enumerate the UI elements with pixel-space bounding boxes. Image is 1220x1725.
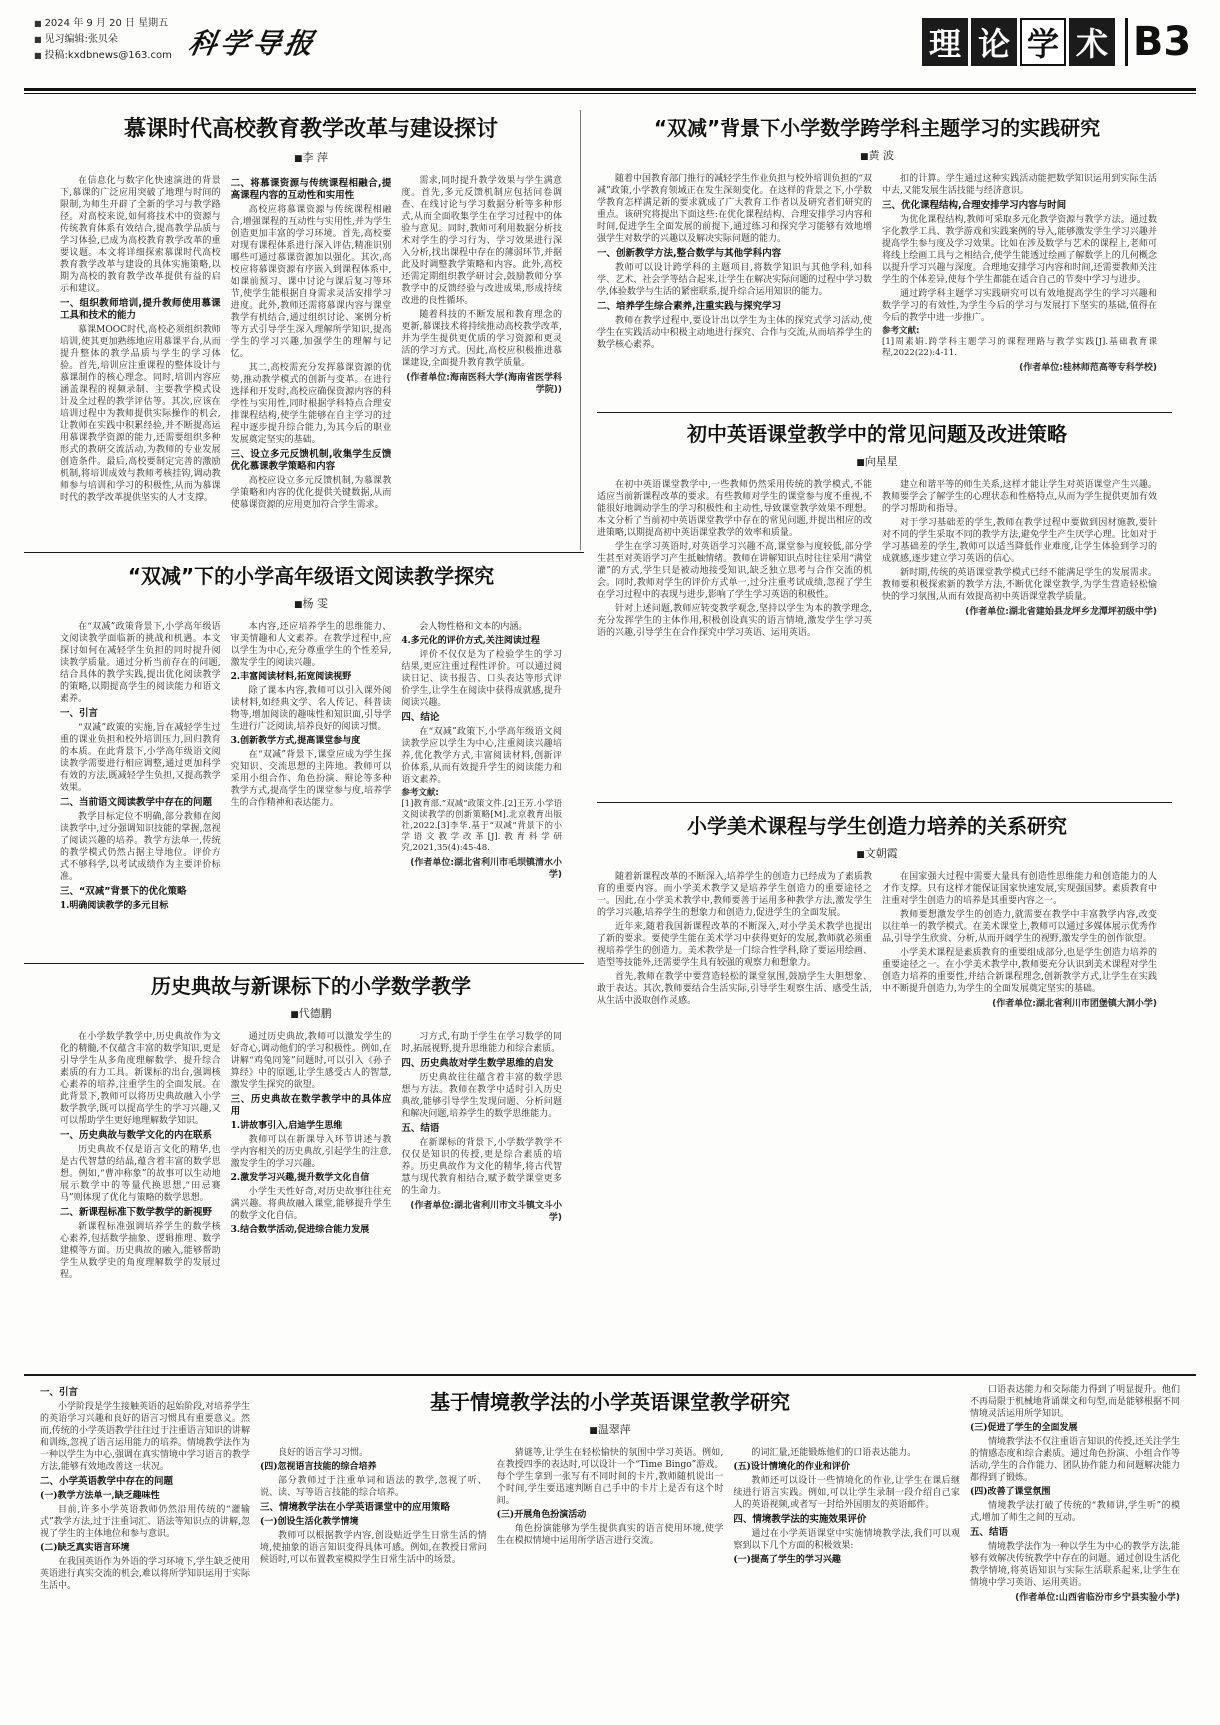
sub-heading: (三)开展角色扮演活动 <box>496 1510 587 1520</box>
paragraph: 随着中国教育部门推行的减轻学生作业负担与校外培训负担的“双减”政策,小学教育领域正在发生深刻变化。在这样的背景之下,小学数学教育怎样满足新的要求就成了广大教育工作者以及研究者们研究的重点。该研究将提出下面这些:在优化课程结构、合理安排学习内容和时间,促进学生全面发展的前提下,通过练习和探究学习能够有效地增强学生对数学的兴趣以及解决实际问题的能力。 <box>597 174 872 244</box>
paragraph: 通过跨学科主题学习实践研究可以有效地提高学生的学习兴趣和数学学习的有效性,为学生今后的学习与发展打下坚实的基础,值得在今后的教学中进一步推广。 <box>882 289 1157 323</box>
paragraph: 良好的语言学习习惯。 <box>278 1448 369 1458</box>
sub-heading: (一)提高了学生的学习兴趣 <box>733 1555 841 1565</box>
article-junior-english <box>597 418 1157 798</box>
article-title: “双减”下的小学高年级语文阅读教学探究 <box>127 564 495 588</box>
paragraph: 小学美术课程是素质教育的重要组成部分,也是学生创造力培养的重要途径之一。在小学美术教学中,教师要充分认识到美术课程对学生创造力培养的重要性,并结合新课程理念,创新教学方式,让学生在实践中不断提升创造力,为学生的全面发展奠定坚实的基础。 <box>882 948 1157 994</box>
issue-date: ■ 2024 年 9 月 20 日 星期五 <box>34 16 172 32</box>
sub-heading: (一)教学方法单一,缺乏趣味性 <box>40 1491 160 1501</box>
paragraph: 口语表达能力和交际能力得到了明显提升。他们不再局限于机械地背诵课文和句型,而是能够根据不同情境灵活运用所学知识。 <box>970 1385 1180 1419</box>
article-chinese-reading <box>60 560 562 960</box>
section-heading: 一、引言 <box>60 708 99 719</box>
paragraph: 教师要想激发学生的创造力,就需要在教学中丰富教学内容,改变以往单一的教学模式。在美术课堂上,教师可以通过多媒体展示优秀作品,引导学生欣赏、分析,从而开阔学生的视野,激发学生的创作欲望。 <box>882 910 1157 944</box>
sub-heading: (五)设计情境化的作业和评价 <box>733 1462 850 1472</box>
masthead <box>24 12 1196 90</box>
paragraph: 新课程标准强调培养学生的数学核心素养,包括数学抽象、逻辑推理、数学建模等方面。历史典故的融入,能够帮助学生从数学史的角度理解数学的发展过程。 <box>60 1222 221 1280</box>
paragraph: 情境教学法不仅注重语言知识的传授,还关注学生的情感态度和综合素质。通过角色扮演、小组合作等活动,学生的合作能力、团队协作能力和问题解决能力都得到了锻炼。 <box>970 1437 1180 1483</box>
article-author: ■ 温翠萍 <box>260 1421 960 1437</box>
paragraph: 对于学习基础差的学生,教师在教学过程中要做到因材施教,要针对不同的学生采取不同的教学方法,避免学生产生厌学心理。比如对于学习基础差的学生,教师可以适当降低作业难度,让学生体验到学习的成就感,逐步建立学习英语的信心。 <box>882 518 1157 564</box>
paragraph: 高校应设立多元反馈机制,为慕课教学策略和内容的优化提供关键数据,从而使慕课资源的应用更加符合学生需求。 <box>230 476 392 510</box>
paragraph: 评价不仅仅是为了检验学生的学习结果,更应注重过程性评价。可以通过阅读日记、读书报告、口头表达等形式评价学生,让学生在阅读中获得成就感,提升阅读兴趣。 <box>401 650 563 708</box>
section-heading: 三、“双减”背景下的优化策略 <box>60 886 187 897</box>
section-char: 术 <box>1069 18 1115 66</box>
article-divider <box>597 802 1172 803</box>
article-author: ■ 杨 雯 <box>60 595 562 611</box>
paragraph: 在小学数学教学中,历史典故作为文化的精髓,不仅蕴含丰富的数学知识,更是引导学生从多角度理解数学、提升综合素质的有力工具。新课标的出台,强调核心素养的培养,注重学生的全面发展。在此背景下,教师可以将历史典故融入小学数学教学,既可以提高学生的学习兴趣,又可以帮助学生更好地理解数学知识。 <box>60 1032 221 1126</box>
paragraph: 近年来,随着我国新课程改革的不断深入,对小学美术教学也提出了新的要求。要使学生能在美术学习中获得更好的发展,教师就必须重视培养学生的创造力。美术教学是一门综合性学科,除了要运用绘画、造型等技能外,还需要学生具有较强的观察力和想象力。 <box>597 922 872 968</box>
page-number: B3 <box>1125 18 1196 66</box>
article-column <box>401 1031 562 1381</box>
author-affiliation: (作者单位:山西省临汾市乡宁县实验小学) <box>1015 1593 1180 1603</box>
sub-heading: 2.激发学习兴趣,提升数学文化自信 <box>230 1173 370 1183</box>
article-column <box>401 175 562 560</box>
paragraph: 慕课MOOC时代,高校必须组织教师培训,使其更加熟练地应用慕课平台,从而提升整体的教学品质与学生的学习体验。首先,培训应注重课程的整体设计与慕课制作的核心理念。同时,培训内容应涵盖课程的视频录制、主要教学模式设计及全过程的教学评估等。其次,应该在培训过程中为教师提供实际操作的机会,让教师在实践中积累经验,并不断提高运用慕课教学资源的能力,还需要组织多种形式的教研交流活动,为教师的专业发展创造条件。最后,高校要制定完善的激励机制,将培训成效与教师考核挂钩,调动教师参与培训和学习的积极性,从而为慕课时代的教学改革提供坚实的人才支撑。 <box>60 325 221 503</box>
paragraph: 在“双减”背景下,课堂应成为学生探究知识、交流思想的主阵地。教师可以采用小组合作、角色扮演、辩论等多种教学方式,提高学生的课堂参与度,培养学生的合作精神和表达能力。 <box>230 750 392 808</box>
paragraph: 在“双减”政策背景下,小学高年级语文阅读教学面临新的挑战和机遇。本文探讨如何在减轻学生负担的同时提升阅读教学质量。通过分析当前存在的问题,结合具体的教学实践,提出优化阅读教学的策略,以期提高学生的阅读能力和语文素养。 <box>60 622 221 704</box>
paragraph: 在我国英语作为外语的学习环境下,学生缺乏使用英语进行真实交流的机会,难以将所学知识运用于实际生活中。 <box>40 1557 250 1591</box>
article-column <box>60 1031 221 1381</box>
paragraph: 会人物性格和文本的内涵。 <box>419 622 528 632</box>
sub-heading: 2.丰富阅读材料,拓宽阅读视野 <box>230 672 352 682</box>
issue-info <box>34 16 172 64</box>
section-heading: 二、小学英语教学中存在的问题 <box>40 1476 174 1487</box>
paragraph: 高校应将慕课资源与传统课程相融合,增强课程的互动性与实用性,并为学生创造更加丰富的学习环境。首先,高校要对现有课程体系进行深入评估,精准识别哪些可通过慕课资源加以强化。其次,高校应将慕课资源有序嵌入到课程体系中,如课前预习、课中讨论与课后复习等环节,使学生能根据自身需求灵活安排学习进度。此外,教师还需将慕课内容与课堂教学有机结合,通过组织讨论、案例分析等方式引导学生深入理解所学知识,提高学生的学习兴趣,加强学生的理解与记忆。 <box>230 205 392 359</box>
section-heading: 三、情境教学法在小学英语课堂中的应用策略 <box>260 1502 451 1513</box>
paragraph: 教师可以在新课导入环节讲述与教学内容相关的历史典故,引起学生的注意,激发学生的学习兴趣。 <box>230 1135 392 1169</box>
paragraph: 随着科技的不断发展和教育理念的更新,慕课技术将持续推动高校教学改革,并为学生提供更优质的学习资源和更灵活的学习方式。因此,高校应积极推进慕课建设,全面提升教育教学质量。 <box>401 310 563 368</box>
section-heading: 二、新课程标准下数学教学的新视野 <box>60 1207 213 1218</box>
section-heading: 三、设立多元反馈机制,收集学生反馈优化慕课教学策略和内容 <box>230 449 392 472</box>
author-affiliation: (作者单位:海南医科大学(海南省医学科学院)) <box>406 373 563 395</box>
paragraph: 教师在教学过程中,要设计出以学生为主体的探究式学习活动,使学生在实践活动中积极主动地进行探究、合作与交流,从而培养学生的数学核心素养。 <box>597 316 872 350</box>
section-heading: 二、将慕课资源与传统课程相融合,提高课程内容的互动性和实用性 <box>230 178 392 201</box>
article-title: 慕课时代高校教育教学改革与建设探讨 <box>123 117 498 142</box>
paragraph: 首先,教师在教学中要营造轻松的课堂氛围,鼓励学生大胆想象、敢于表达。其次,教师要结合生活实际,引导学生观察生活、感受生活,从生活中汲取创作灵感。 <box>597 972 872 1006</box>
article-mooc <box>60 112 562 552</box>
header-rule <box>24 88 1196 91</box>
paragraph: 在新课标的背景下,小学数学教学不仅仅是知识的传授,更是综合素质的培养。历史典故作为文化的精华,将古代智慧与现代教育相结合,赋予数学课堂更多的生命力。 <box>401 1138 563 1196</box>
paragraph: 教师还可以设计一些情境化的作业,让学生在课后继续进行语言实践。例如,可以让学生录制一段介绍自己家人的英语视频,或者写一封给外国朋友的英语邮件。 <box>733 1476 961 1510</box>
article-math-history <box>60 970 562 1370</box>
paragraph: 通过历史典故,教师可以激发学生的好奇心,调动他们的学习积极性。例如,在讲解“鸡兔同笼”问题时,可以引入《孙子算经》中的原题,让学生感受古人的智慧,激发学生探究的欲望。 <box>230 1032 392 1090</box>
article-column <box>60 175 221 560</box>
header-rule-thin <box>24 93 1196 94</box>
section-heading: 四、结论 <box>401 712 440 723</box>
section-banner <box>922 18 1196 66</box>
sub-heading: 1.明确阅读教学的多元目标 <box>60 901 169 911</box>
article-column <box>231 1031 392 1381</box>
paragraph: 教师可以根据教学内容,创设贴近学生日常生活的情境,使抽象的语言知识变得具体可感。例如,在教授日常问候语时,可以布置教室模拟学生日常生活中的场景。 <box>260 1531 487 1565</box>
paragraph: 通过在小学英语课堂中实施情境教学法,我们可以观察到以下几个方面的积极效果: <box>733 1529 961 1551</box>
section-heading: 二、培养学生综合素养,注重实践与探究学习 <box>597 301 782 312</box>
article-author: ■ 李 萍 <box>60 149 562 165</box>
article-divider <box>597 412 1172 413</box>
article-author: ■ 文朝霞 <box>597 845 1157 861</box>
issue-editor: ■ 见习编辑:张贝朵 <box>34 32 172 48</box>
section-heading: 一、创新教学方法,整合数学与其他学科内容 <box>597 248 782 259</box>
paragraph: 在初中英语课堂教学中,一些教师仍然采用传统的教学模式,不能适应当前新课程改革的要求。有些教师对学生的课堂参与度不重视,不能很好地调动学生的学习积极性和主动性,导致课堂教学效果不理想。本文分析了当前初中英语课堂教学中存在的常见问题,并提出相应的改进策略,以期提高初中英语课堂教学的效率和质量。 <box>597 480 872 538</box>
paragraph: 教师可以设计跨学科的主题项目,将数学知识与其他学科,如科学、艺术、社会学等结合起来,让学生在解决实际问题的过程中学习数学,体验数学与生活的紧密联系,提升综合运用知识的能力。 <box>597 263 872 297</box>
paragraph: 新时期,传统的英语课堂教学模式已经不能满足学生的发展需求。教师要积极探索新的教学方法,不断优化课堂教学,为学生营造轻松愉快的学习氛围,从而有效提高初中英语课堂教学质量。 <box>882 568 1157 602</box>
paragraph: 随着新课程改革的不断深入,培养学生的创造力已经成为了素质教育的重要内容。而小学美术教学又是培养学生创造力的重要途径之一。因此,在小学美术教学中,教师要善于运用多种教学方法,激发学生的学习兴趣,培养学生的想象力和创造力,促进学生的全面发展。 <box>597 872 872 918</box>
article-column <box>260 1447 487 1715</box>
sub-heading: 3.创新教学方式,提高课堂参与度 <box>230 736 361 746</box>
article-title: 历史典故与新课标下的小学数学教学 <box>151 974 471 998</box>
section-heading: 一、组织教师培训,提升教师使用慕课工具和技术的能力 <box>60 298 221 321</box>
paragraph: 其二,高校需充分发挥慕课资源的优势,推动教学模式的创新与变革。在进行选择和开发时,高校应确保资源内容的科学性与实用性,同时根据学科特点合理安排课程结构,使学生能够在自主学习的过程中逐步提升综合能力,为其今后的职业发展奠定坚实的基础。 <box>230 363 392 445</box>
article-title: 初中英语课堂教学中的常见问题及改进策略 <box>687 422 1067 446</box>
article-double-reduction-math <box>597 112 1157 412</box>
paragraph: 本内容,还应培养学生的思维能力、审美情趣和人文素养。在教学过程中,应以学生为中心,充分尊重学生的个性差异,激发学生的阅读兴趣。 <box>230 622 392 668</box>
paragraph: “双减”政策的实施,旨在减轻学生过重的课业负担和校外培训压力,回归教育的本质。在此背景下,小学高年级语文阅读教学需要进行相应调整,通过更加科学有效的方法,既减轻学生负担,又提高教学效果。 <box>60 723 221 793</box>
article-column <box>733 1447 960 1715</box>
sub-heading: (四)忽视语言技能的综合培养 <box>260 1462 377 1472</box>
paragraph: 猜谜等,让学生在轻松愉快的氛围中学习英语。例如,在教授四季的表达时,可以设计一个“Time Bingo”游戏。每个学生拿到一张写有不同时间的卡片,教师随机说出一个时间,学生要迅速判断自己手中的卡片上是否有这个时间。 <box>496 1448 724 1506</box>
section-heading: 一、引言 <box>40 1387 79 1398</box>
author-affiliation: (作者单位:湖北省建始县龙坪乡龙潭坪初级中学) <box>965 607 1157 617</box>
sub-heading: 3.结合数学活动,促进综合能力发展 <box>230 1225 370 1235</box>
section-heading: 五、结语 <box>970 1527 1009 1538</box>
paragraph: 为优化课程结构,教师可采取多元化教学资源与教学方法。通过数字化教学工具、教学游戏和实践案例的导入,能够激发学生学习兴趣并提高学生参与度及学习效果。比如在涉及数学与艺术的课程上,老师可将线上绘画工具与之相结合,使学生能透过绘画了解数学上的几何概念以提升学习兴趣与深度。合理地安排学习内容和时间,还需要教师关注学生的个体差异,使每个学生都能在适合自己的节奏中学习与进步。 <box>882 215 1157 285</box>
article-divider <box>24 1374 1196 1376</box>
section-heading: 五、结语 <box>401 1123 440 1134</box>
paragraph: 教学目标定位不明确,部分教师在阅读教学中,过分强调知识技能的掌握,忽视了阅读兴趣的培养。教学方法单一,传统的教学模式仍然占据主导地位。评价方式不够科学,以考试成绩作为主要评价标准。 <box>60 812 221 882</box>
paragraph: 小学阶段是学生接触英语的起始阶段,对培养学生的英语学习兴趣和良好的语言习惯具有重要意义。然而,传统的小学英语教学往往过于注重语言知识的讲解和训练,忽视了语言运用能力的培养。情境教学法作为一种以学生为中心,强调在真实情境中学习语言的教学方法,能够有效地改善这一状况。 <box>40 1402 250 1472</box>
article-title: “双减”背景下小学数学跨学科主题学习的实践研究 <box>653 116 1101 140</box>
article-divider <box>24 963 584 964</box>
paragraph: 目前,许多小学英语教师仍然沿用传统的“灌输式”教学方法,过于注重词汇、语法等知识点的讲解,忽视了学生的主体地位和参与意识。 <box>40 1505 250 1539</box>
article-column <box>231 621 392 971</box>
paragraph: 小学生天性好奇,对历史故事往往充满兴趣。将典故融入课堂,能够提升学生的数学文化自信。 <box>230 1187 392 1221</box>
paragraph: 针对上述问题,教师应转变教学观念,坚持以学生为本的教学理念,充分发挥学生的主体作用,积极创设真实的语言情境,激发学生学习英语的兴趣,引导学生在合作探究中学习英语、运用英语。 <box>597 604 872 638</box>
section-char: 理 <box>922 18 968 66</box>
paragraph: 建立和谐平等的师生关系,这样才能让学生对英语课堂产生兴趣。教师要学会了解学生的心理状态和性格特点,从而为学生提供更加有效的学习帮助和指导。 <box>882 480 1157 514</box>
section-heading: 一、历史典故与数学文化的内在联系 <box>60 1130 213 1141</box>
paragraph: 在国家强大过程中需要大量具有创造性思维能力和创造能力的人才作支撑。只有这样才能保证国家快速发展,实现强国梦。素质教育中注重对学生创造力的培养是其重要内容之一。 <box>882 872 1157 906</box>
article-column <box>882 479 1157 809</box>
article-column <box>882 173 1157 418</box>
section-heading: 四、历史典故对学生数学思维的启发 <box>401 1058 554 1069</box>
article-column <box>597 173 872 418</box>
article-situational-english <box>40 1380 1180 1715</box>
section-char: 学 <box>1020 18 1066 66</box>
references: [1]教育部.“双减”政策文件.[2]王芳.小学语文阅读教学的创新策略[M].北京教育出版社,2022.[3]李华.基于“双减”背景下的小学语文教学改革[J].教育科学研究,2021,35(4):45-48. <box>401 799 563 853</box>
newspaper-logo: 科学导报 <box>185 27 320 60</box>
section-heading: 三、优化课程结构,合理安排学习内容与时间 <box>882 200 1067 211</box>
article-column <box>231 175 392 560</box>
section-heading: 三、历史典故在数学教学中的具体应用 <box>230 1094 392 1117</box>
article-author: ■ 代德鹏 <box>60 1005 562 1021</box>
author-affiliation: (作者单位:桂林师范高等专科学校) <box>1019 363 1157 373</box>
sub-heading: (四)改善了课堂氛围 <box>970 1487 1051 1497</box>
article-column <box>60 621 221 971</box>
paragraph: 习方式,有助于学生在学习数学的同时,拓展视野,提升思维能力和综合素质。 <box>401 1032 563 1054</box>
paragraph: 除了课本内容,教师可以引入课外阅读材料,如经典文学、名人传记、科普读物等,增加阅读的趣味性和知识面,引导学生进行广泛阅读,培养良好的阅读习惯。 <box>230 686 392 732</box>
references-title: 参考文献: <box>882 326 920 336</box>
article-author: ■ 黄 波 <box>597 147 1157 163</box>
article-title: 小学美术课程与学生创造力培养的关系研究 <box>687 814 1067 838</box>
article-column <box>40 1384 250 1715</box>
sub-heading: (一)创设生活化教学情境 <box>260 1517 359 1527</box>
sub-heading: (二)缺乏真实语言环境 <box>40 1543 130 1553</box>
paragraph: 部分教师过于注重单词和语法的教学,忽视了听、说、读、写等语言技能的综合培养。 <box>260 1476 487 1498</box>
article-art-creativity <box>597 810 1157 1140</box>
sub-heading: 1.讲故事引入,启迪学生思维 <box>230 1121 343 1131</box>
sub-heading: (三)促进了学生的全面发展 <box>970 1423 1078 1433</box>
paragraph: 情境教学法打破了传统的“教师讲,学生听”的模式,增加了师生之间的互动。 <box>970 1501 1180 1523</box>
article-column <box>401 621 562 971</box>
section-heading: 四、情境教学法的实施效果评价 <box>733 1514 867 1525</box>
article-divider <box>24 552 584 553</box>
references-title: 参考文献: <box>401 788 439 798</box>
article-author: ■ 向星星 <box>597 453 1157 469</box>
section-heading: 二、当前语文阅读教学中存在的问题 <box>60 797 213 808</box>
paragraph: 在“双减”政策下,小学高年级语文阅读教学应以学生为中心,注重阅读兴趣培养,优化教学方式,丰富阅读材料,创新评价体系,从而有效提升学生的阅读能力和语文素养。 <box>401 727 563 785</box>
paragraph: 的词汇量,还能锻炼他们的口语表达能力。 <box>751 1448 917 1458</box>
article-column <box>597 479 872 809</box>
sub-heading: 4.多元化的评价方式,关注阅读过程 <box>401 636 540 646</box>
author-affiliation: (作者单位:湖北省利川市文斗镇文斗小学) <box>410 1201 563 1223</box>
paragraph: 历史典故往往蕴含着丰富的数学思想与方法。教师在教学中适时引入历史典故,能够引导学生发现问题、分析问题和解决问题,培养学生的数学思维能力。 <box>401 1073 563 1119</box>
paragraph: 角色扮演能够为学生提供真实的语言使用环境,使学生在模拟情境中运用所学语言进行交流。 <box>496 1524 724 1546</box>
paragraph: 需求,同时提升教学效果与学生满意度。首先,多元反馈机制应包括问卷调查、在线讨论与学习数据分析等多种形式,从而全面收集学生在学习过程中的体验与意见。同时,教师可利用数据分析技术对学生的学习行为、学习效果进行深入分析,找出课程中存在的薄弱环节,并据此及时调整教学策略和内容。此外,高校还需定期组织教学研讨会,鼓励教师分享教学中的反馈经验与改进成果,形成持续改进的良性循环。 <box>401 176 563 306</box>
article-column <box>970 1384 1180 1715</box>
article-title: 基于情境教学法的小学英语课堂教学研究 <box>430 1390 790 1414</box>
article-column <box>497 1447 724 1715</box>
paragraph: 学生在学习英语时,对英语学习兴趣不高,课堂参与度较低,部分学生甚至对英语学习产生抵触情绪。教师在讲解知识点时往往采用“满堂灌”的方式,学生只是被动地接受知识,缺乏独立思考与合作交流的机会。同时,教师对学生的评价方式单一,过分注重考试成绩,忽视了学生在学习过程中的表现与进步,影响了学生学习英语的积极性。 <box>597 542 872 600</box>
article-column <box>882 871 1157 1156</box>
author-affiliation: (作者单位:湖北省利川市毛坝镇清水小学) <box>410 858 563 880</box>
section-char: 论 <box>971 18 1017 66</box>
author-affiliation: (作者单位:湖北省利川市团堡镇大洞小学) <box>992 999 1157 1009</box>
references: [1]周素娟.跨学科主题学习的课程理路与教学实践[J].基础教育课程,2022(22):4-11. <box>882 337 1157 358</box>
issue-email: ■ 投稿:kxdbnews@163.com <box>34 48 172 64</box>
paragraph: 扣的计算。学生通过这种实践活动能把数学知识运用到实际生活中去,又能发展生活技能与经济意识。 <box>882 174 1157 196</box>
article-column <box>597 871 872 1156</box>
column-divider <box>580 110 581 550</box>
paragraph: 历史典故不仅是语言文化的精华,也是古代智慧的结晶,蕴含着丰富的数学思想。例如,“曹冲称象”的故事可以生动地展示数学中的等量代换思想,“田忌赛马”则体现了优化与策略的数学思想。 <box>60 1145 221 1203</box>
paragraph: 在信息化与数字化快速演进的背景下,慕课的广泛应用突破了地理与时间的限制,为师生开辟了全新的学习与教学路径。对高校来说,如何将技术中的资源与传统教育体系有效结合,提高教学品质与学习体验,已成为高校教育教学改革的重要议题。本文将详细探索慕课时代高校教育教学改革与建设的具体实施策略,以期为高校的教育教学改革提供有益的启示和建议。 <box>60 176 221 294</box>
paragraph: 情境教学法作为一种以学生为中心的教学方法,能够有效解决传统教学中存在的问题。通过创设生活化教学情境,将英语知识与实际生活联系起来,让学生在情境中学习英语、运用英语。 <box>970 1542 1180 1588</box>
